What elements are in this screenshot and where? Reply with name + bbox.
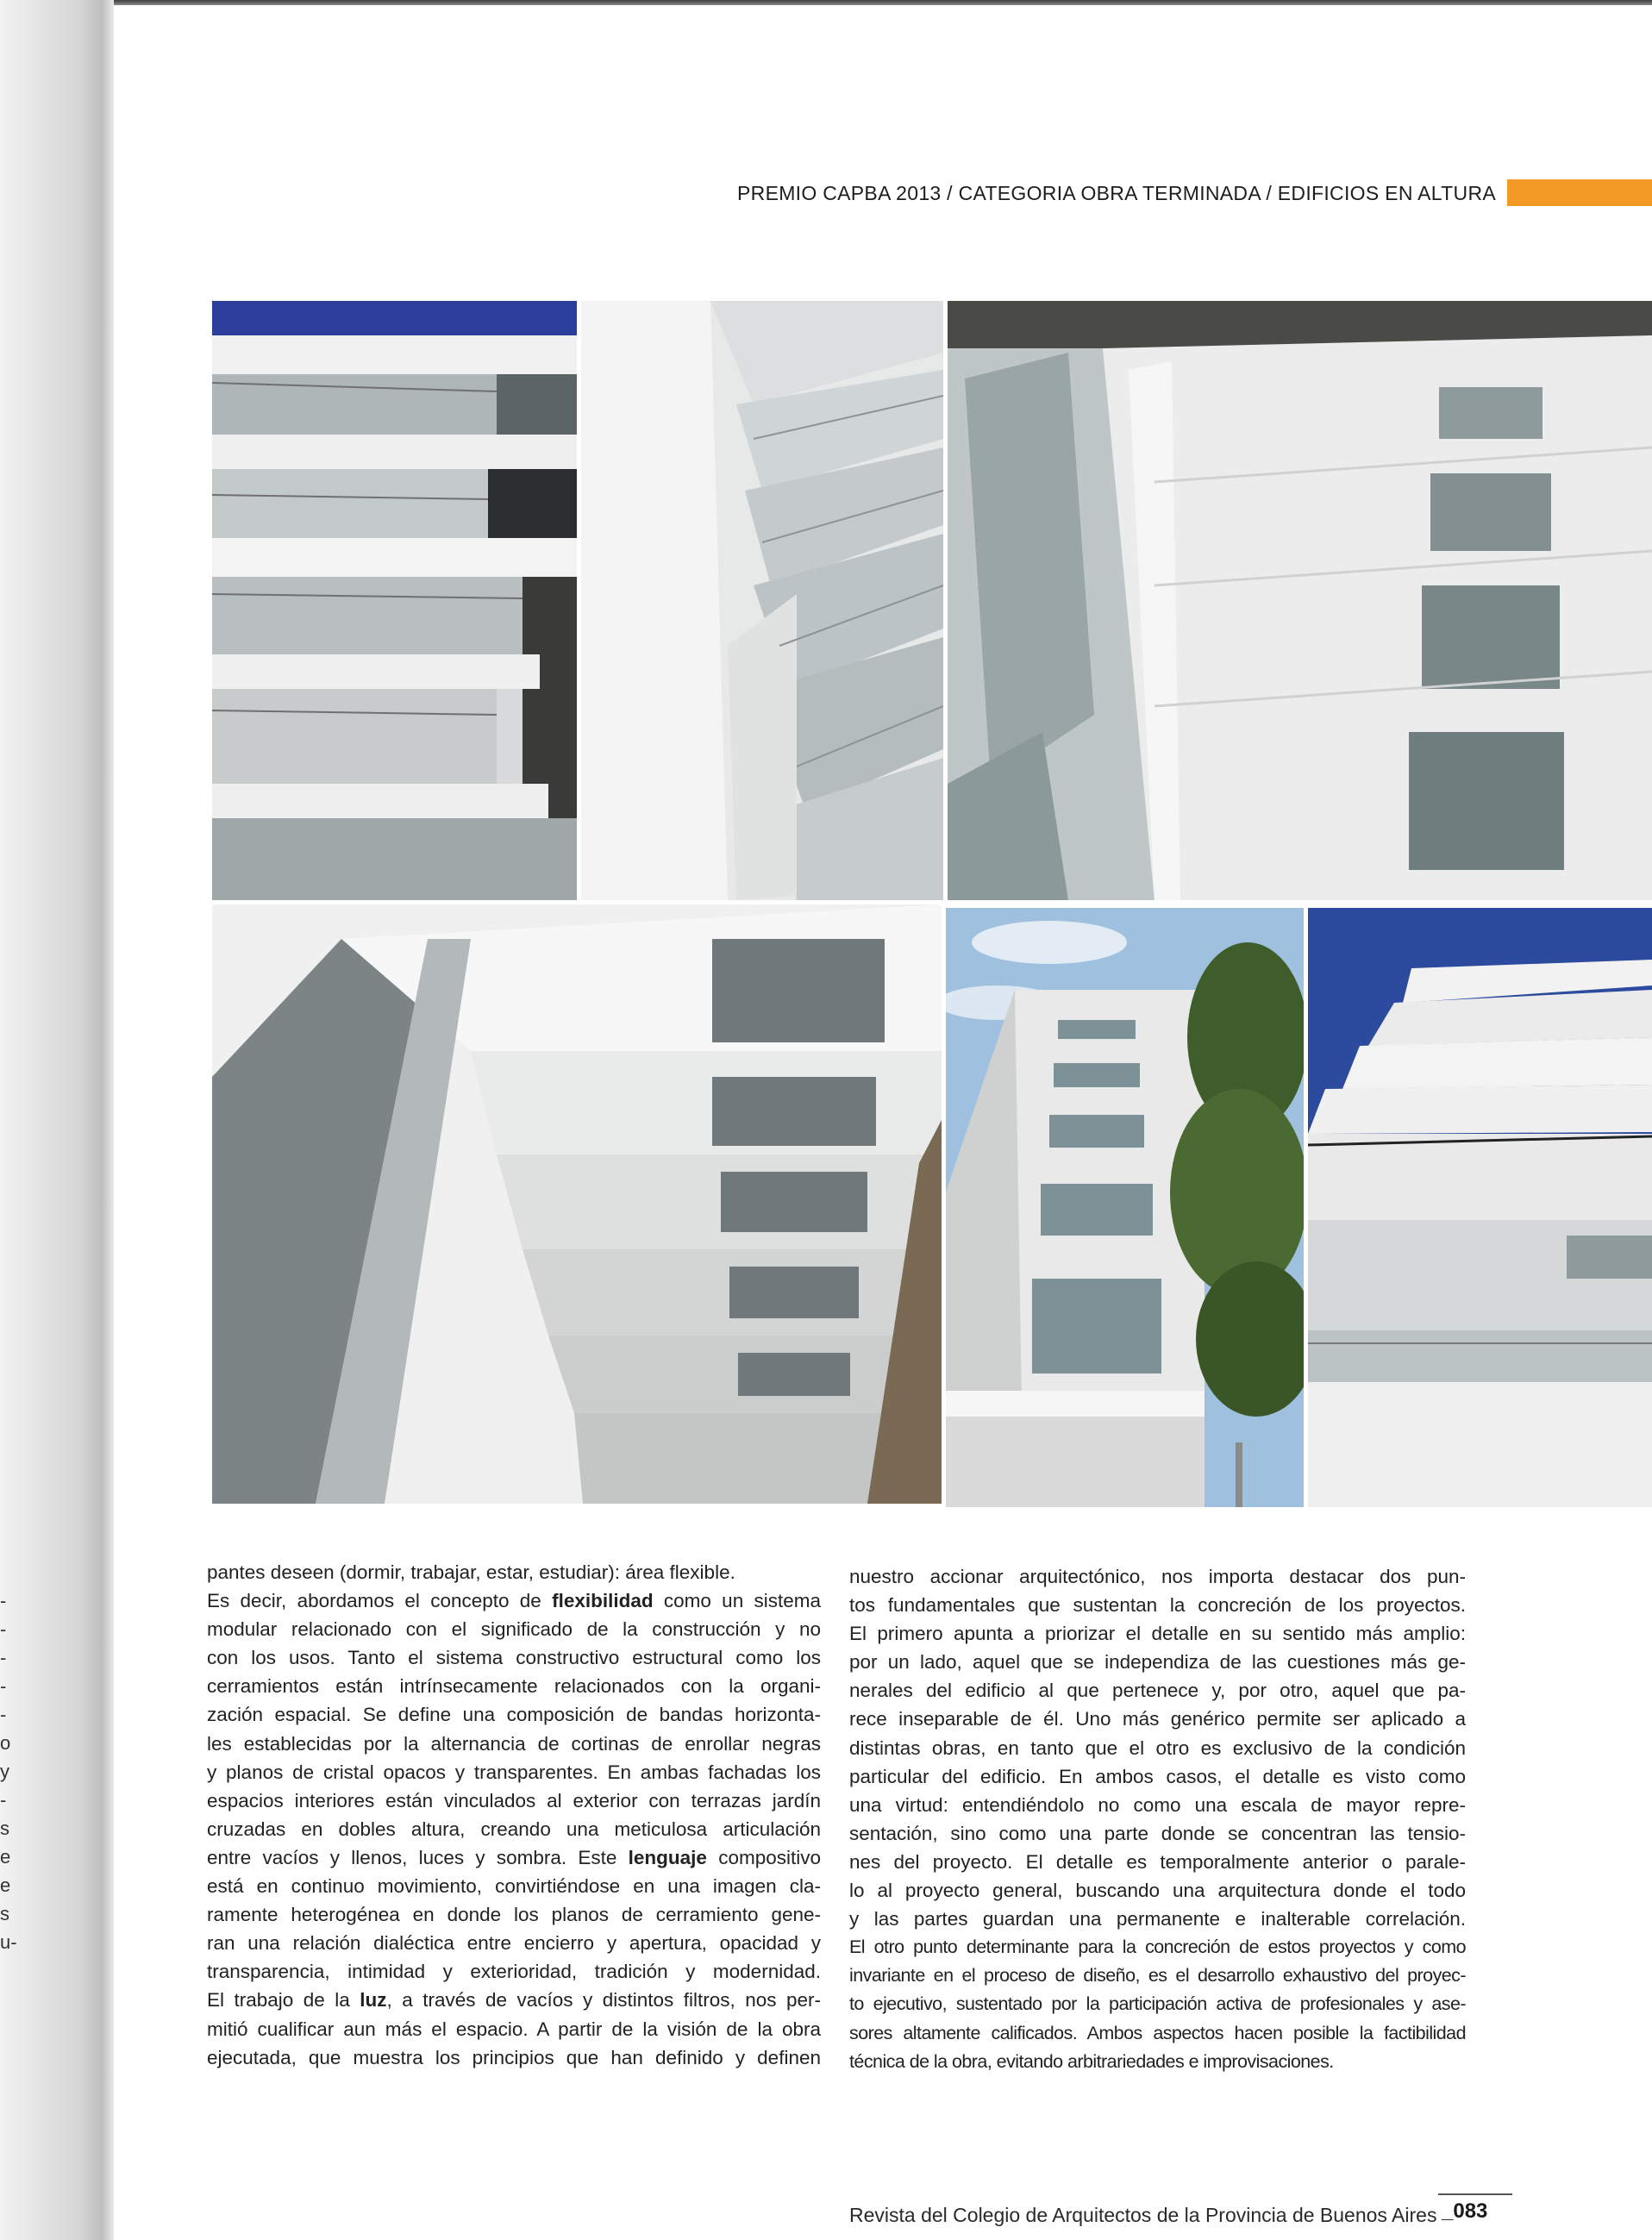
text-fragment: ramente heterogénea en donde los planos de cerramiento gene- xyxy=(207,1904,821,1926)
text-fragment: El primero apunta a priorizar el detalle en su sentido más amplio: xyxy=(849,1623,1466,1645)
journal-footer: Revista del Colegio de Arquitectos de la Provincia de Buenos Aires xyxy=(849,2204,1437,2226)
text-fragment: cerramientos están intrínsecamente relacionados con la organi- xyxy=(207,1675,821,1698)
photo-balconies-blue-sky xyxy=(1308,908,1652,1507)
text-line xyxy=(849,1848,1466,1876)
prev-page-glyph: o xyxy=(0,1732,11,1754)
header-accent-bar xyxy=(1507,179,1652,206)
prev-page-glyph: - xyxy=(0,1590,7,1611)
text-line xyxy=(849,1619,1466,1648)
photo-building-with-tree xyxy=(946,908,1304,1507)
text-fragment: nes del proyecto. El detalle es temporalmente anterior o parale- xyxy=(849,1850,1466,1873)
text-fragment: lo al proyecto general, buscando una arquitectura donde el todo xyxy=(849,1880,1466,1902)
photo-corner-facade-windows xyxy=(948,301,1652,900)
bold-term: luz xyxy=(360,1989,387,2012)
text-fragment: espacios interiores están vinculados al exterior con terrazas jardín xyxy=(207,1789,821,1811)
prev-page-glyph: - xyxy=(0,1618,7,1640)
prev-page-glyph: - xyxy=(0,1675,7,1697)
text-line xyxy=(207,1700,821,1729)
prev-page-glyph: - xyxy=(0,1789,7,1811)
page-number-rule xyxy=(1438,2193,1512,2195)
bold-term: flexibilidad xyxy=(552,1590,654,1612)
text-fragment: y las partes guardan una permanente e inalterable correlación. xyxy=(849,1908,1466,1930)
text-line xyxy=(849,1648,1466,1676)
text-line xyxy=(207,1730,821,1758)
text-line xyxy=(207,1672,821,1700)
text-fragment: transparencia, intimidad y exterioridad, tradición y modernidad. xyxy=(207,1961,821,1983)
text-line xyxy=(849,1990,1466,2018)
text-fragment: El otro punto determinante para la concreción de estos proyectos y como xyxy=(849,1937,1466,1958)
text-line xyxy=(207,1558,821,1586)
text-fragment: , a través de vacíos y distintos filtros, nos per- xyxy=(386,1989,821,2012)
previous-page-text-fragments xyxy=(0,1586,17,1956)
prev-page-glyph: s xyxy=(0,1903,9,1924)
prev-page-glyph: e xyxy=(0,1874,11,1896)
text-fragment: pantes deseen (dormir, trabajar, estar, estudiar): área flexible. xyxy=(207,1561,735,1583)
text-fragment: les establecidas por la alternancia de cortinas de enrollar negras xyxy=(207,1732,821,1755)
text-line xyxy=(207,1929,821,1957)
text-fragment: como un sistema xyxy=(653,1590,822,1612)
text-fragment: modular relacionado con el significado de la construcción y no xyxy=(207,1618,821,1641)
text-line xyxy=(849,1562,1466,1591)
text-line xyxy=(849,1676,1466,1705)
text-line xyxy=(207,1786,821,1815)
text-line xyxy=(849,2048,1466,2076)
text-line xyxy=(207,1957,821,1986)
text-line xyxy=(849,1876,1466,1905)
text-line xyxy=(207,1586,821,1615)
text-fragment: rece inseparable de él. Uno más genérico permite ser aplicado a xyxy=(849,1708,1466,1730)
text-line xyxy=(207,1815,821,1843)
text-fragment: nerales del edificio al que pertenece y, por otro, aquel que pa- xyxy=(849,1680,1466,1702)
text-fragment: está en continuo movimiento, convirtiéndose en una imagen cla- xyxy=(207,1875,821,1898)
text-line xyxy=(207,2043,821,2072)
section-header: PREMIO CAPBA 2013 / CATEGORIA OBRA TERMINADA / EDIFICIOS EN ALTURA xyxy=(737,182,1496,204)
text-line xyxy=(207,1615,821,1643)
text-line xyxy=(849,1905,1466,1933)
text-line xyxy=(849,1591,1466,1619)
text-fragment: sores altamente calificados. Ambos aspectos hacen posible la factibilidad xyxy=(849,2022,1466,2043)
text-line xyxy=(207,1843,821,1872)
text-line xyxy=(849,1819,1466,1848)
text-line xyxy=(207,1643,821,1672)
text-line xyxy=(207,2015,821,2043)
text-fragment: y planos de cristal opacos y transparentes. En ambas fachadas los xyxy=(207,1761,821,1783)
bold-term: lenguaje xyxy=(628,1846,707,1868)
body-text-right-column xyxy=(849,1562,1466,2076)
text-line xyxy=(849,1762,1466,1791)
text-fragment: particular del edificio. En ambos casos, el detalle es visto como xyxy=(849,1765,1466,1787)
text-fragment: Es decir, abordamos el concepto de xyxy=(207,1590,553,1612)
scan-top-edge xyxy=(0,0,1652,5)
text-fragment: cruzadas en dobles altura, creando una meticulosa articulación xyxy=(207,1818,821,1840)
body-text-left-column xyxy=(207,1558,821,2072)
text-fragment: tos fundamentales que sustentan la concreción de los proyectos. xyxy=(849,1594,1466,1617)
text-fragment: compositivo xyxy=(706,1846,821,1868)
text-line xyxy=(849,2019,1466,2048)
page-number: _083 xyxy=(1442,2199,1488,2223)
text-line xyxy=(849,1791,1466,1819)
text-fragment: distintas obras, en tanto que el otro es exclusivo de la condición xyxy=(849,1736,1466,1759)
text-line xyxy=(849,1962,1466,1990)
text-line xyxy=(849,1734,1466,1762)
text-line xyxy=(207,1872,821,1900)
photo-balcony-undersides xyxy=(212,904,942,1504)
text-fragment: mitió cualificar aun más el espacio. A partir de la visión de la obra xyxy=(207,2018,821,2040)
prev-page-glyph: y xyxy=(0,1761,9,1782)
text-fragment: ejecutada, que muestra los principios que han definido y definen xyxy=(207,2046,821,2068)
text-fragment: por un lado, aquel que se independiza de las cuestiones más ge- xyxy=(849,1651,1466,1674)
text-line xyxy=(207,1900,821,1929)
text-line xyxy=(849,1705,1466,1733)
text-fragment: con los usos. Tanto el sistema constructivo estructural como los xyxy=(207,1647,821,1669)
text-fragment: una virtud: entendiéndolo no como una escala de mayor repre- xyxy=(849,1793,1466,1816)
text-fragment: técnica de la obra, evitando arbitrariedades e improvisaciones. xyxy=(849,2050,1334,2072)
text-line xyxy=(849,1933,1466,1962)
photo-corner-terraces xyxy=(581,301,943,900)
text-fragment: zación espacial. Se define una composición de bandas horizonta- xyxy=(207,1704,821,1726)
text-fragment: nuestro accionar arquitectónico, nos importa destacar dos pun- xyxy=(849,1566,1466,1587)
text-line xyxy=(207,1758,821,1786)
prev-page-glyph: - xyxy=(0,1704,7,1725)
prev-page-glyph: s xyxy=(0,1818,9,1839)
text-fragment: El trabajo de la xyxy=(207,1989,360,2012)
text-fragment: sentación, sino como una parte donde se concentran las tensio- xyxy=(849,1822,1466,1844)
prev-page-glyph: - xyxy=(0,1647,7,1668)
photo-balconies-facade xyxy=(212,301,577,900)
text-fragment: to ejecutivo, sustentado por la participación activa de profesionales y ase- xyxy=(849,1993,1466,2015)
prev-page-glyph: u- xyxy=(0,1931,17,1953)
text-fragment: entre vacíos y llenos, luces y sombra. Este xyxy=(207,1846,629,1868)
text-line xyxy=(207,1986,821,2014)
prev-page-glyph: e xyxy=(0,1846,11,1868)
text-fragment: invariante en el proceso de diseño, es el desarrollo exhaustivo del proyec- xyxy=(849,1965,1466,1987)
text-fragment: ran una relación dialéctica entre encierro y apertura, opacidad y xyxy=(207,1932,821,1955)
